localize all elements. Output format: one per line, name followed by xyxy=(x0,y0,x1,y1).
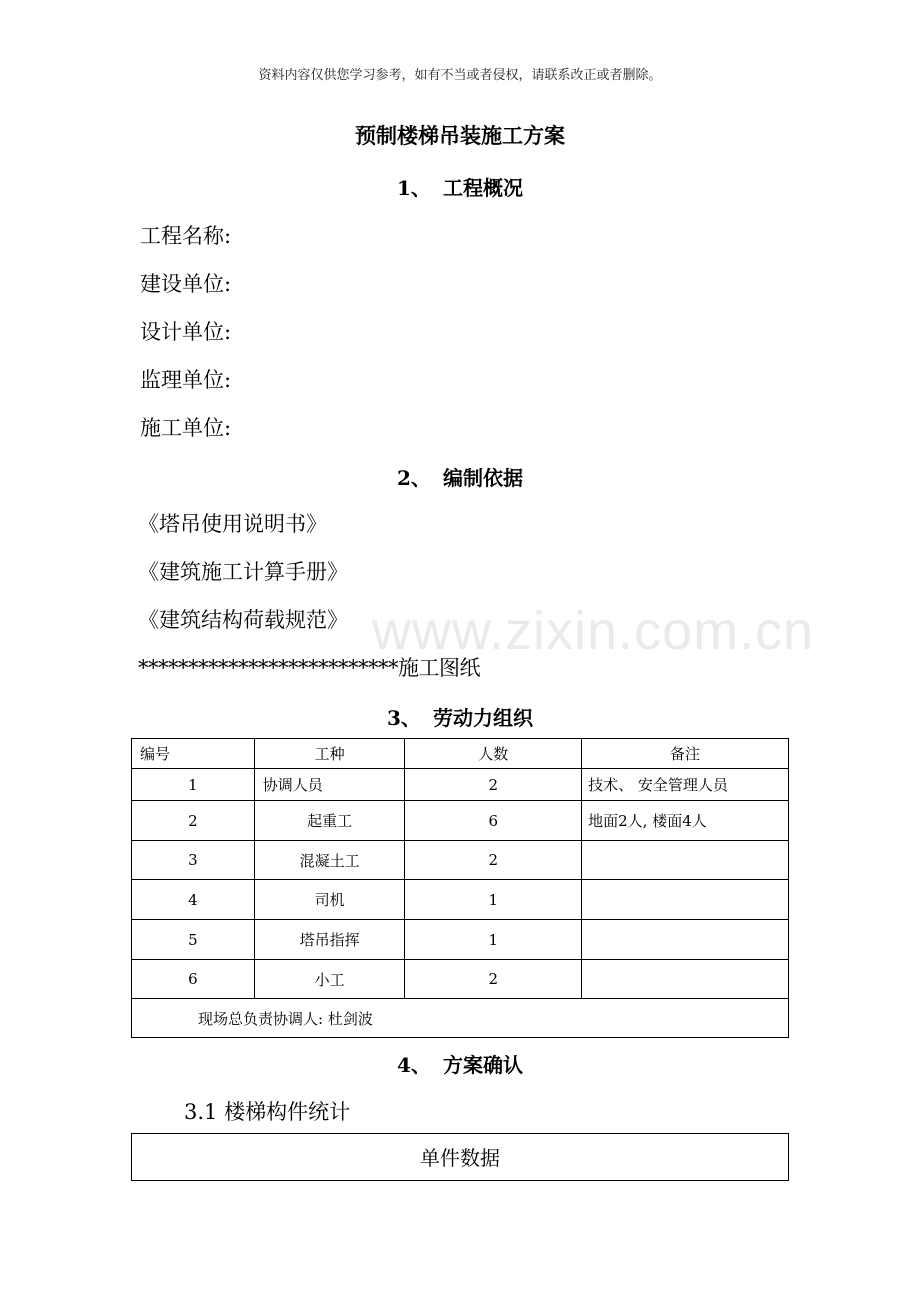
table-row xyxy=(132,880,789,920)
cell-number: 3 xyxy=(132,841,255,880)
section-3-number: 3、 xyxy=(387,706,421,730)
field-design-unit: 设计单位: xyxy=(140,320,232,344)
cell-notes xyxy=(582,920,789,960)
cell-trade: 司机 xyxy=(254,880,405,920)
cell-trade: 起重工 xyxy=(254,801,405,841)
table-header-row xyxy=(132,739,789,769)
cell-notes xyxy=(582,880,789,920)
cell-count: 2 xyxy=(405,960,582,999)
header-cell-count: 人数 xyxy=(405,739,582,769)
watermark: www.zixin.com.cn xyxy=(372,601,815,661)
reference-item: 《塔吊使用说明书》 xyxy=(138,512,327,536)
section-1-heading xyxy=(0,172,920,201)
cell-number: 4 xyxy=(132,880,255,920)
section-1-number: 1、 xyxy=(397,176,431,200)
single-item-data-box: 单件数据 xyxy=(131,1133,789,1181)
section-1-title: 工程概况 xyxy=(443,176,523,200)
field-builder-unit: 施工单位: xyxy=(140,416,232,440)
section-4-number: 4、 xyxy=(397,1053,431,1077)
labor-table xyxy=(131,738,789,1038)
header-note: 资料内容仅供您学习参考，如有不当或者侵权，请联系改正或者删除。 xyxy=(258,68,662,83)
subsection-heading: 3.1 楼梯构件统计 xyxy=(184,1100,351,1124)
section-4-heading xyxy=(0,1049,920,1078)
cell-number: 6 xyxy=(132,960,255,999)
cell-trade: 混凝土工 xyxy=(254,841,405,880)
reference-drawings: **************************施工图纸 xyxy=(138,656,480,680)
section-4-title: 方案确认 xyxy=(443,1053,523,1077)
table-row xyxy=(132,841,789,880)
table-row xyxy=(132,920,789,960)
cell-notes: 地面2人, 楼面4人 xyxy=(582,801,789,841)
cell-trade: 小工 xyxy=(254,960,405,999)
table-footer-row xyxy=(132,999,789,1038)
table-row xyxy=(132,960,789,999)
section-3-heading xyxy=(0,702,920,731)
reference-item: 《建筑施工计算手册》 xyxy=(138,560,348,584)
cell-count: 1 xyxy=(405,880,582,920)
cell-notes xyxy=(582,960,789,999)
document-title: 预制楼梯吊装施工方案 xyxy=(355,123,565,148)
cell-trade: 塔吊指挥 xyxy=(254,920,405,960)
section-3-title: 劳动力组织 xyxy=(433,706,533,730)
section-2-heading xyxy=(0,462,920,491)
table-row xyxy=(132,801,789,841)
header-cell-notes: 备注 xyxy=(582,739,789,769)
table-row xyxy=(132,769,789,801)
cell-count: 2 xyxy=(405,769,582,801)
cell-notes: 技术、 安全管理人员 xyxy=(582,769,789,801)
field-construction-unit: 建设单位: xyxy=(140,272,232,296)
cell-count: 6 xyxy=(405,801,582,841)
cell-trade: 协调人员 xyxy=(254,769,405,801)
cell-number: 1 xyxy=(132,769,255,801)
cell-count: 1 xyxy=(405,920,582,960)
field-supervision-unit: 监理单位: xyxy=(140,368,232,392)
header-cell-number: 编号 xyxy=(132,739,255,769)
header-cell-trade: 工种 xyxy=(254,739,405,769)
reference-item: 《建筑结构荷载规范》 xyxy=(138,608,348,632)
cell-number: 5 xyxy=(132,920,255,960)
field-project-name: 工程名称: xyxy=(140,224,232,248)
cell-notes xyxy=(582,841,789,880)
section-2-number: 2、 xyxy=(397,466,431,490)
table-footer-cell: 现场总负责协调人: 杜剑波 xyxy=(132,999,789,1038)
cell-number: 2 xyxy=(132,801,255,841)
section-2-title: 编制依据 xyxy=(443,466,523,490)
cell-count: 2 xyxy=(405,841,582,880)
